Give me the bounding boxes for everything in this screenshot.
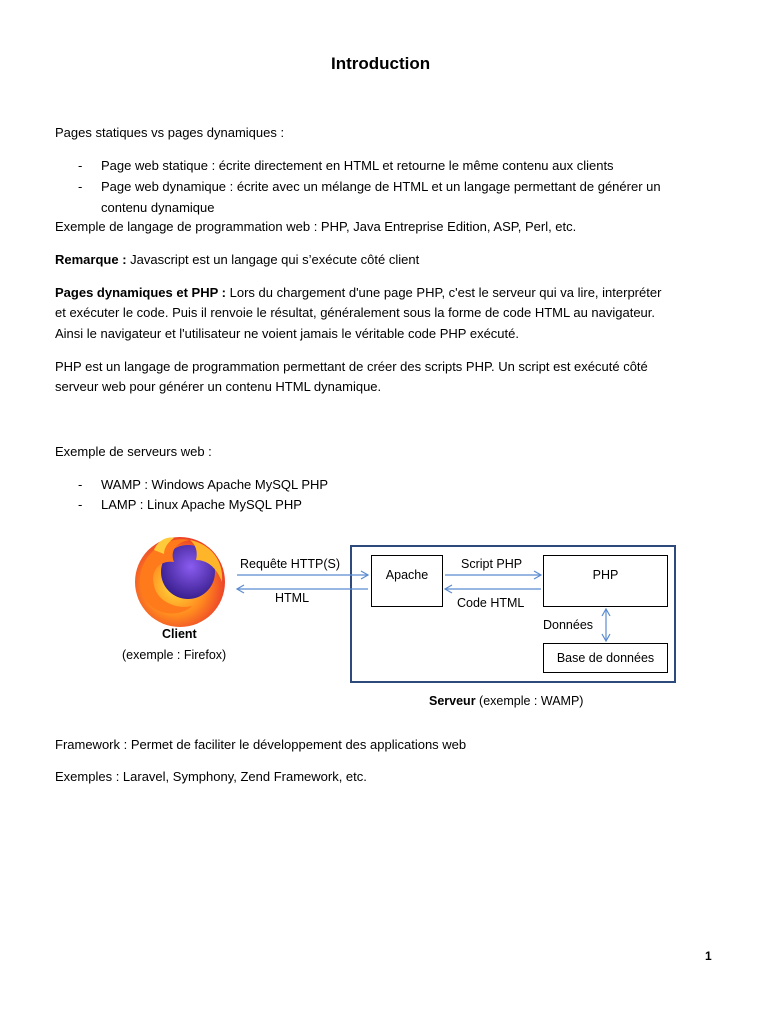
php-label: PHP <box>592 568 619 582</box>
script-php-label: Script PHP <box>461 557 523 571</box>
servers-heading: Exemple de serveurs web : <box>55 444 212 459</box>
bullet-wamp: WAMP : Windows Apache MySQL PHP <box>101 477 329 492</box>
database-label: Base de données <box>556 651 655 665</box>
client-sublabel: (exemple : Firefox) <box>122 648 227 662</box>
php-paragraph-text: Lors du chargement d'une page PHP, c'est le serveur qui va lire, interpréter <box>226 285 662 300</box>
bullet-dash: - <box>78 158 83 173</box>
bullet-dynamic-page: Page web dynamique : écrite avec un mélange de HTML et un langage permettant de générer un <box>101 179 661 194</box>
apache-label: Apache <box>385 568 429 582</box>
framework-line: Framework : Permet de faciliter le développement des applications web <box>55 737 467 752</box>
server-caption-label: Serveur <box>429 694 476 708</box>
bullet-lamp: LAMP : Linux Apache MySQL PHP <box>101 497 302 512</box>
example-languages: Exemple de langage de programmation web : PHP, Java Entreprise Edition, ASP, Perl, etc. <box>55 219 577 234</box>
framework-examples: Exemples : Laravel, Symphony, Zend Framework, etc. <box>55 769 367 784</box>
page-title: Introduction <box>331 54 431 73</box>
bullet-dynamic-page-cont: contenu dynamique <box>101 200 215 215</box>
remarque-label: Remarque : <box>55 252 127 267</box>
section-heading-static-dynamic: Pages statiques vs pages dynamiques : <box>55 125 285 140</box>
bullet-dash: - <box>78 179 83 194</box>
page-number: 1 <box>705 949 712 963</box>
php-paragraph-line2: et exécuter le code. Puis il renvoie le résultat, généralement sous la forme de code HTML au navigateur. <box>55 305 656 320</box>
php-desc-line1: PHP est un langage de programmation permettant de créer des scripts PHP. Un script est exécuté côté <box>55 359 648 374</box>
code-html-label: Code HTML <box>457 596 525 610</box>
bullet-static-page: Page web statique : écrite directement en HTML et retourne le même contenu aux clients <box>101 158 614 173</box>
php-paragraph-line3: Ainsi le navigateur et l'utilisateur ne voient jamais le véritable code PHP exécuté. <box>55 326 519 341</box>
server-caption <box>429 695 583 708</box>
server-caption-sub: (exemple : WAMP) <box>475 694 584 708</box>
remarque-text: Javascript est un langage qui s’exécute côté client <box>126 252 420 267</box>
donnees-label: Données <box>543 618 594 632</box>
bullet-dash: - <box>78 477 83 492</box>
request-label: Requête HTTP(S) <box>240 557 341 571</box>
php-paragraph-label: Pages dynamiques et PHP : <box>55 285 226 300</box>
client-label: Client <box>162 627 197 641</box>
php-desc-line2: serveur web pour générer un contenu HTML dynamique. <box>55 379 382 394</box>
html-response-label: HTML <box>275 591 310 605</box>
bullet-dash: - <box>78 497 83 512</box>
